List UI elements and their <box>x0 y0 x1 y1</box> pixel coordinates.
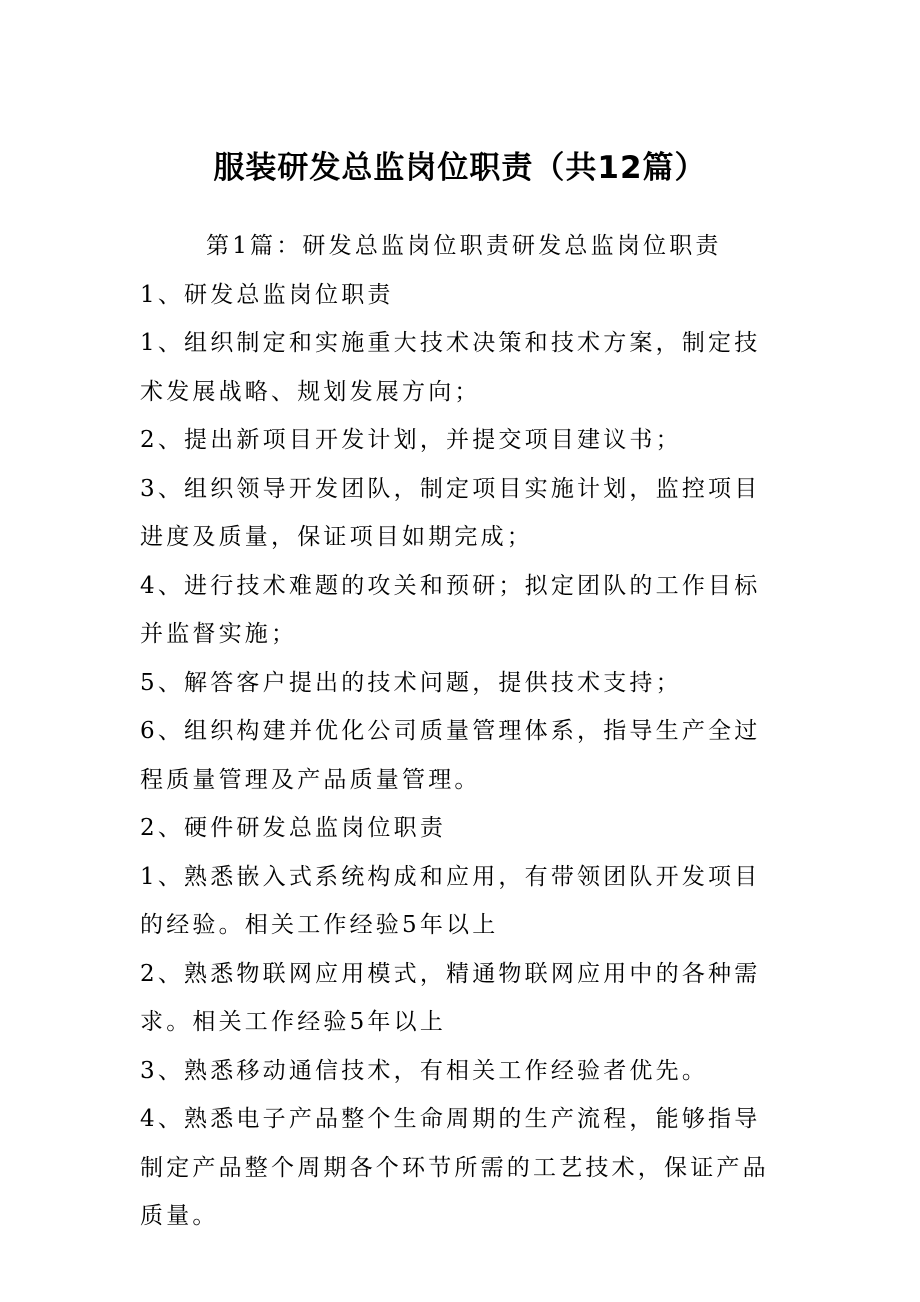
list-item: 1、组织制定和实施重大技术决策和技术方案，制定技术发展战略、规划发展方向； <box>140 330 761 405</box>
subsection-heading: 2、硬件研发总监岗位职责 <box>140 815 447 841</box>
list-item: 4、熟悉电子产品整个生命周期的生产流程，能够指导制定产品整个周期各个环节所需的工艺技术，保证产品质量。 <box>140 1106 769 1229</box>
section-heading: 第1篇：研发总监岗位职责研发总监岗位职责 <box>206 233 722 259</box>
document-title: 服装研发总监岗位职责（共12篇） <box>213 150 707 186</box>
list-item: 3、组织领导开发团队，制定项目实施计划，监控项目进度及质量，保证项目如期完成； <box>140 475 761 550</box>
list-item: 2、提出新项目开发计划，并提交项目建议书； <box>140 427 682 453</box>
subsection-heading: 1、研发总监岗位职责 <box>140 281 394 308</box>
list-item: 1、熟悉嵌入式系统构成和应用，有带领团队开发项目的经验。相关工作经验5年以上 <box>140 863 761 938</box>
list-item: 6、组织构建并优化公司质量管理体系，指导生产全过程质量管理及产品质量管理。 <box>140 718 761 793</box>
list-item: 4、进行技术难题的攻关和预研；拟定团队的工作目标并监督实施； <box>140 572 761 647</box>
document-body <box>140 222 785 1241</box>
list-item: 5、解答客户提出的技术问题，提供技术支持； <box>140 669 682 696</box>
list-item: 3、熟悉移动通信技术，有相关工作经验者优先。 <box>140 1057 709 1084</box>
list-item: 2、熟悉物联网应用模式，精通物联网应用中的各种需求。相关工作经验5年以上 <box>140 960 761 1035</box>
